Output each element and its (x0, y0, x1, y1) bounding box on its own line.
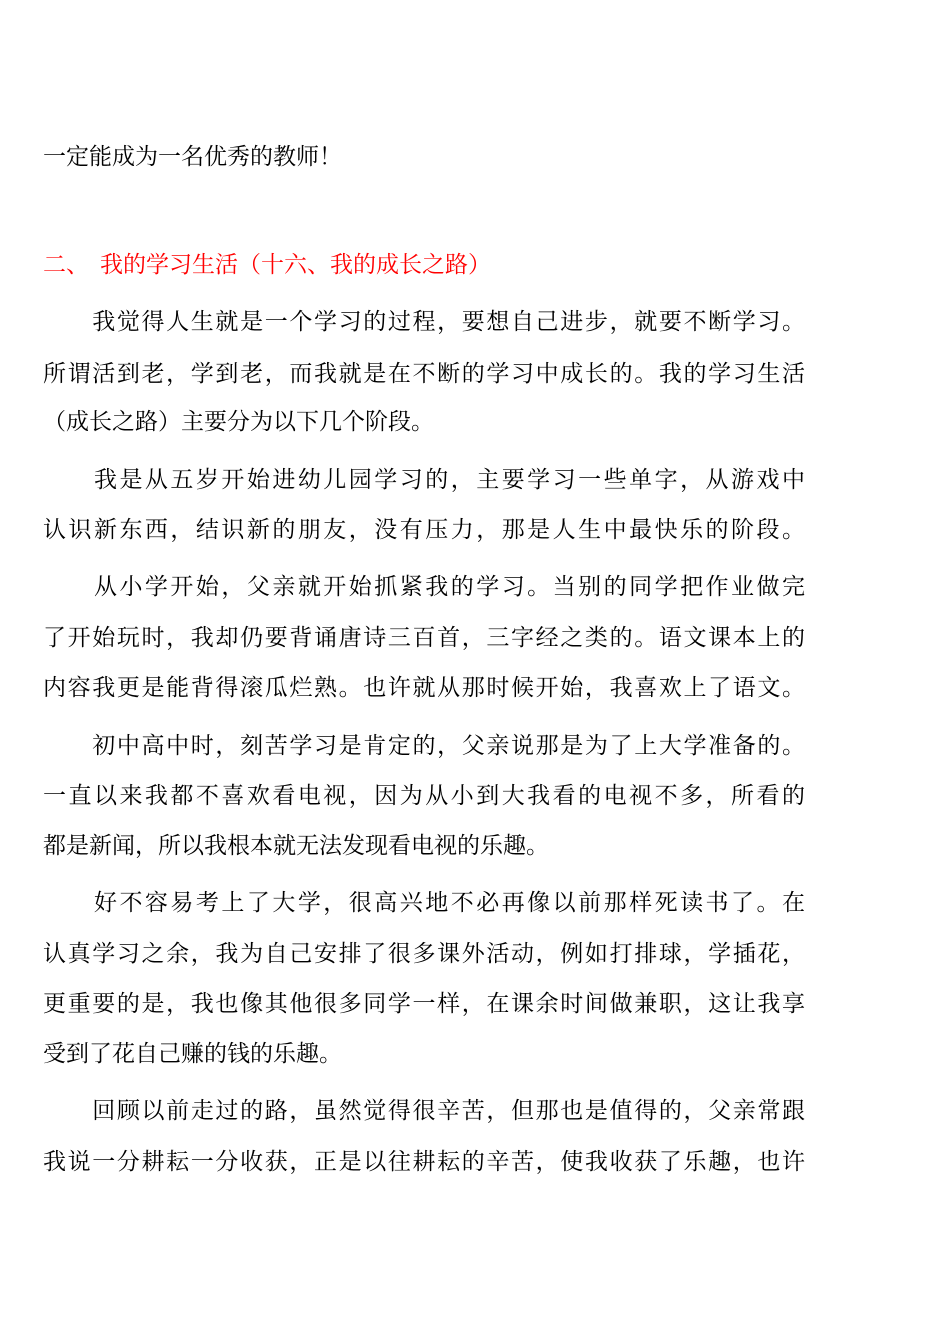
paragraph-line: 一直以来我都不喜欢看电视，因为从小到大我看的电视不多，所看的 (43, 783, 805, 809)
paragraph-line: 回顾以前走过的路，虽然觉得很辛苦，但那也是值得的，父亲常跟 (43, 1098, 805, 1124)
paragraph-line: 从小学开始，父亲就开始抓紧我的学习。当别的同学把作业做完 (43, 574, 805, 600)
paragraph-line: 认识新东西，结识新的朋友，没有压力，那是人生中最快乐的阶段。 (43, 517, 805, 543)
paragraph-line: 认真学习之余，我为自己安排了很多课外活动，例如打排球，学插花， (43, 941, 805, 967)
section-heading (43, 250, 805, 280)
paragraph-line: 内容我更是能背得滚瓜烂熟。也许就从那时候开始，我喜欢上了语文。 (43, 675, 805, 701)
intro-line: 一定能成为一名优秀的教师！ (43, 144, 342, 170)
paragraph-line: 好不容易考上了大学，很高兴地不必再像以前那样死读书了。在 (43, 890, 805, 916)
paragraph-line: 我说一分耕耘一分收获，正是以往耕耘的辛苦，使我收获了乐趣，也许 (43, 1149, 805, 1175)
paragraph-line: 受到了花自己赚的钱的乐趣。 (43, 1041, 342, 1067)
paragraph-line: 我觉得人生就是一个学习的过程，要想自己进步，就要不断学习。 (43, 309, 805, 335)
paragraph-line: 了开始玩时，我却仍要背诵唐诗三百首，三字经之类的。语文课本上的 (43, 625, 805, 651)
paragraph-line: 我是从五岁开始进幼儿园学习的，主要学习一些单字，从游戏中 (43, 467, 805, 493)
paragraph-line: 所谓活到老，学到老，而我就是在不断的学习中成长的。我的学习生活 (43, 361, 805, 387)
paragraph-line: 都是新闻，所以我根本就无法发现看电视的乐趣。 (43, 833, 549, 859)
paragraph-line: （成长之路）主要分为以下几个阶段。 (43, 409, 434, 435)
section-heading-number: 二、 (43, 252, 89, 278)
paragraph-line: 更重要的是，我也像其他很多同学一样，在课余时间做兼职，这让我享 (43, 991, 805, 1017)
section-heading-title: 我的学习生活（十六、我的成长之路） (100, 252, 491, 278)
paragraph-line: 初中高中时，刻苦学习是肯定的，父亲说那是为了上大学准备的。 (43, 733, 805, 759)
